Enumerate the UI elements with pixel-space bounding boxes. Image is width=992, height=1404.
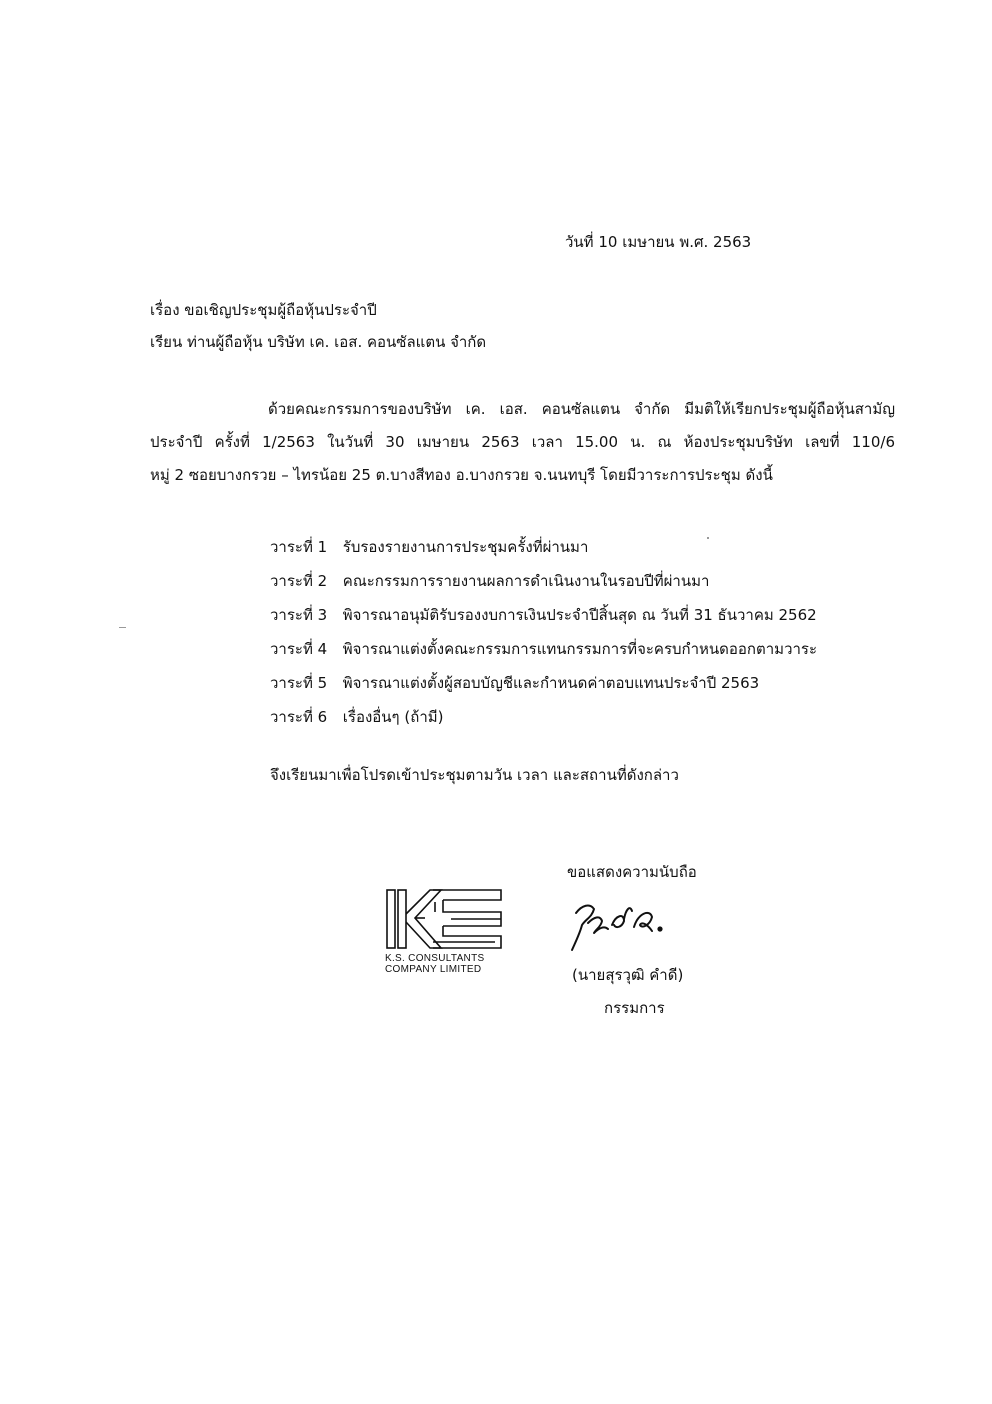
- agenda-item: วาระที่ 1 รับรองรายงานการประชุมครั้งที่ผ่านมา: [270, 538, 589, 556]
- agenda-item: วาระที่ 5 พิจารณาแต่งตั้งผู้สอบบัญชีและกำหนดค่าตอบแทนประจำปี 2563: [270, 674, 760, 692]
- signer-name: (นายสุรวุฒิ คำดี): [572, 966, 684, 984]
- ks-logo-mark: [385, 888, 503, 950]
- scan-speck: [119, 627, 126, 628]
- closing-line: จึงเรียนมาเพื่อโปรดเข้าประชุมตามวัน เวลา และสถานที่ดังกล่าว: [270, 766, 679, 784]
- body-line-2: ประจำปี ครั้งที่ 1/2563 ในวันที่ 30 เมษายน 2563 เวลา 15.00 น. ณ ห้องประชุมบริษัท เลขที่ 110/6: [150, 433, 895, 451]
- agenda-item: วาระที่ 6 เรื่องอื่นๆ (ถ้ามี): [270, 708, 444, 726]
- company-logo: [385, 888, 505, 975]
- agenda-item: วาระที่ 3 พิจารณาอนุมัติรับรองงบการเงินประจำปีสิ้นสุด ณ วันที่ 31 ธันวาคม 2562: [270, 606, 817, 624]
- signer-position: กรรมการ: [604, 999, 665, 1017]
- letter-date: วันที่ 10 เมษายน พ.ศ. 2563: [565, 233, 752, 251]
- letter-salutation: เรียน ท่านผู้ถือหุ้น บริษัท เค. เอส. คอนซัลแตน จำกัด: [150, 333, 487, 351]
- regards-line: ขอแสดงความนับถือ: [567, 863, 697, 881]
- letter-subject: เรื่อง ขอเชิญประชุมผู้ถือหุ้นประจำปี: [150, 301, 377, 319]
- scan-speck: [707, 537, 709, 539]
- signature: [568, 895, 678, 959]
- agenda-list: [270, 530, 817, 734]
- body-line-1: ด้วยคณะกรรมการของบริษัท เค. เอส. คอนซัลแตน จำกัด มีมติให้เรียกประชุมผู้ถือหุ้นสามัญ: [268, 400, 895, 418]
- body-line-3: หมู่ 2 ซอยบางกรวย – ไทรน้อย 25 ต.บางสีทอง อ.บางกรวย จ.นนทบุรี โดยมีวาระการประชุม ดังนี้: [150, 466, 773, 484]
- signature-mark: [568, 895, 678, 955]
- body-paragraph: [150, 393, 895, 492]
- agenda-item: วาระที่ 2 คณะกรรมการรายงานผลการดำเนินงานในรอบปีที่ผ่านมา: [270, 572, 710, 590]
- agenda-item: วาระที่ 4 พิจารณาแต่งตั้งคณะกรรมการแทนกรรมการที่จะครบกำหนดออกตามวาระ: [270, 640, 818, 658]
- logo-text: K.S. CONSULTANTS COMPANY LIMITED: [385, 953, 485, 975]
